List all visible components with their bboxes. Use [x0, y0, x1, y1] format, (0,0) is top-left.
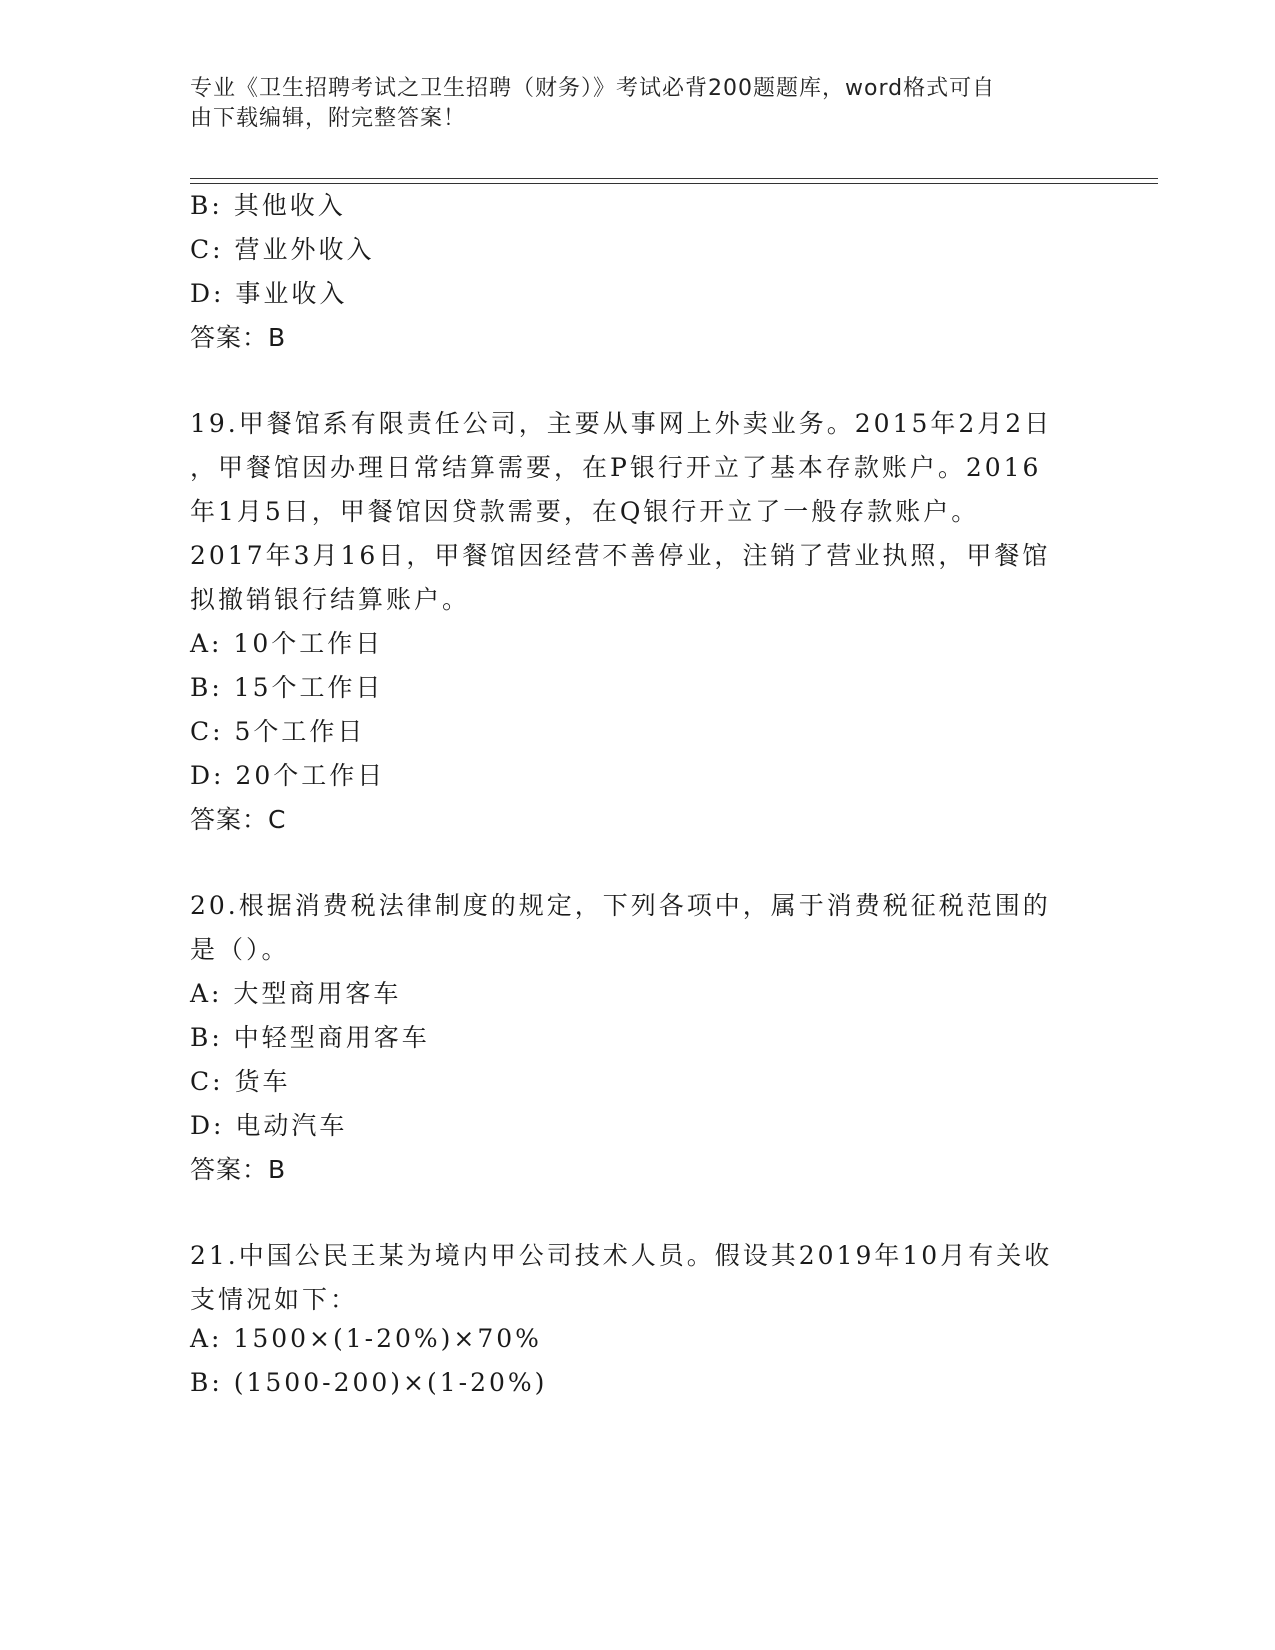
q19-option-d: D: 20个工作日 — [190, 761, 386, 790]
q19-option-c: C: 5个工作日 — [190, 717, 366, 746]
q19-option-a: A: 10个工作日 — [190, 629, 384, 658]
header-divider-bottom — [190, 183, 1158, 184]
q20-stem-line-2: 是（）。 — [190, 935, 290, 964]
header-line-1: 专业《卫生招聘考试之卫生招聘（财务）》考试必背200题题库，word格式可自 — [190, 76, 996, 101]
q19-stem-line-1: 19.甲餐馆系有限责任公司，主要从事网上外卖业务。2015年2月2日 — [190, 409, 1053, 438]
q20-option-b: B: 中轻型商用客车 — [190, 1023, 430, 1052]
q20-option-d: D: 电动汽车 — [190, 1111, 348, 1140]
q19-stem-line-3: 年1月5日，甲餐馆因贷款需要，在Q银行开立了一般存款账户。 — [190, 497, 980, 526]
q19-stem-line-5: 拟撤销银行结算账户。 — [190, 585, 471, 614]
header-divider-top — [190, 178, 1158, 179]
q20-option-c: C: 货车 — [190, 1067, 291, 1096]
q19-stem-line-2: ，甲餐馆因办理日常结算需要，在P银行开立了基本存款账户。2016 — [190, 453, 1042, 482]
q21-stem-line-1: 21.中国公民王某为境内甲公司技术人员。假设其2019年10月有关收 — [190, 1241, 1053, 1270]
header-line-2: 由下载编辑，附完整答案！ — [190, 106, 467, 131]
q19-stem-line-4: 2017年3月16日，甲餐馆因经营不善停业，注销了营业执照，甲餐馆 — [190, 541, 1051, 570]
q20-answer: 答案：B — [190, 1155, 287, 1184]
q18-option-b: B: 其他收入 — [190, 191, 346, 220]
q21-option-b: B: (1500-200)×(1-20%) — [190, 1368, 548, 1397]
q21-stem-line-2: 支情况如下： — [190, 1285, 359, 1314]
q18-answer: 答案：B — [190, 323, 287, 352]
q20-option-a: A: 大型商用客车 — [190, 979, 402, 1008]
q18-option-d: D: 事业收入 — [190, 279, 348, 308]
q19-answer: 答案：C — [190, 805, 287, 834]
q21-option-a: A: 1500×(1-20%)×70% — [190, 1324, 542, 1353]
q20-stem-line-1: 20.根据消费税法律制度的规定，下列各项中，属于消费税征税范围的 — [190, 891, 1051, 920]
document-header — [190, 74, 1090, 134]
q19-option-b: B: 15个工作日 — [190, 673, 384, 702]
q18-option-c: C: 营业外收入 — [190, 235, 375, 264]
